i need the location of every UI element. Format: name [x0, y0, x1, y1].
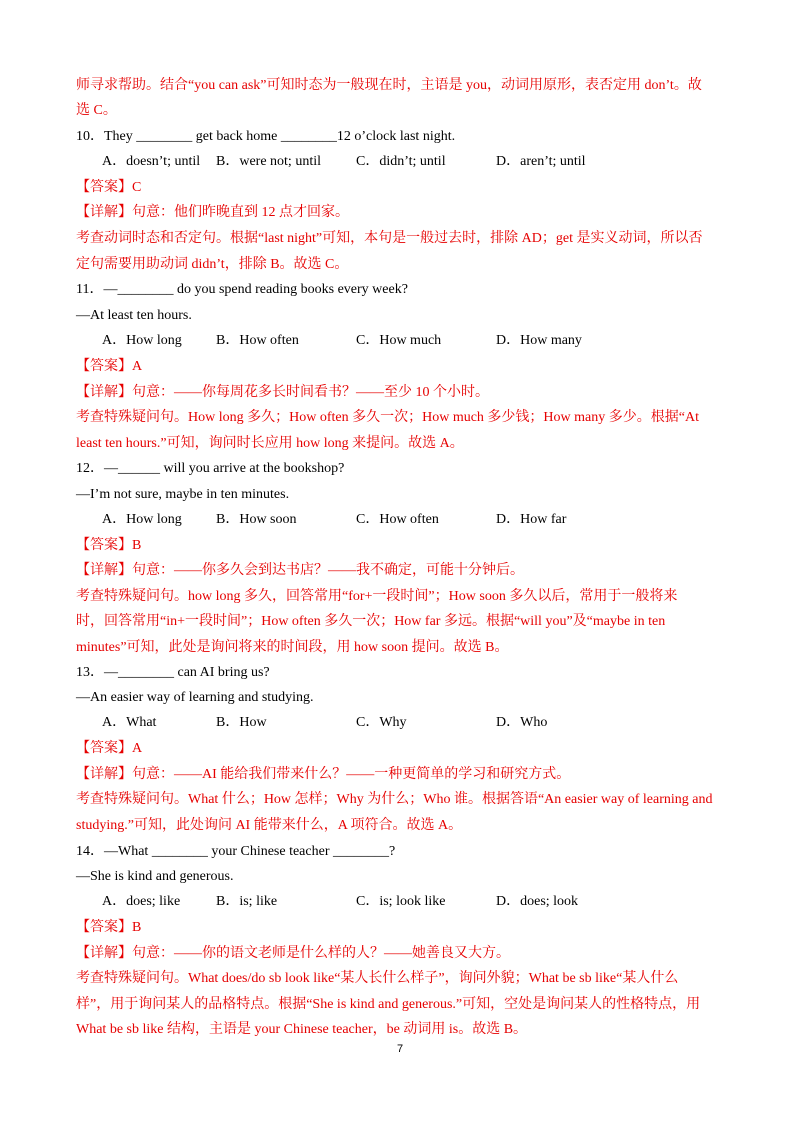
question-stem: 12．—______ will you arrive at the bookshop?: [76, 461, 345, 476]
answer-line: 【答案】A: [76, 741, 143, 756]
explain-line: studying.”可知，此处询问 AI 能带来什么，A 项符合。故选 A。: [76, 818, 463, 833]
option-a: A．does; like: [102, 894, 181, 909]
option-d: D．does; look: [496, 894, 579, 909]
option-c: C．Why: [356, 715, 407, 730]
answer-line: 【答案】A: [76, 359, 143, 374]
option-d: D．aren’t; until: [496, 154, 586, 169]
explain-line: 时，回答常用“in+一段时间”；How often 多久一次；How far 多远。根据“will you”及“maybe in ten: [76, 614, 666, 629]
option-b: B．How: [216, 715, 267, 730]
question-stem: 10．They ________ get back home ________12 o’clock last night.: [76, 129, 456, 144]
explain-line: least ten hours.”可知，询问时长应用 how long 来提问。故选 A。: [76, 436, 464, 451]
option-c: C．How much: [356, 333, 442, 348]
option-c: C．How often: [356, 512, 439, 527]
question-stem: 13．—________ can AI bring us?: [76, 665, 270, 680]
question-reply: —I’m not sure, maybe in ten minutes.: [76, 487, 290, 502]
option-d: D．How many: [496, 333, 582, 348]
option-a: A．doesn’t; until: [102, 154, 201, 169]
option-b: B．How often: [216, 333, 299, 348]
option-b: B．is; like: [216, 894, 278, 909]
option-a: A．How long: [102, 512, 182, 527]
intro-line: 选 C。: [76, 103, 117, 118]
explain-line: 样”，用于询问某人的品格特点。根据“She is kind and generous.”可知，空处是询问某人的性格特点，用: [76, 997, 701, 1012]
explain-line: 考查特殊疑问句。How long 多久；How often 多久一次；How much 多少钱；How many 多少。根据“At: [76, 410, 699, 425]
option-d: D．Who: [496, 715, 548, 730]
option-c: C．didn’t; until: [356, 154, 446, 169]
answer-line: 【答案】C: [76, 180, 142, 195]
question-reply: —An easier way of learning and studying.: [76, 690, 314, 705]
option-d: D．How far: [496, 512, 567, 527]
explain-line: 定句需要用助动词 didn’t，排除 B。故选 C。: [76, 257, 349, 272]
option-b: B．were not; until: [216, 154, 321, 169]
explain-line: 考查特殊疑问句。What does/do sb look like“某人长什么样子”，询问外貌；What be sb like“某人什么: [76, 971, 679, 986]
answer-line: 【答案】B: [76, 538, 142, 553]
answer-line: 【答案】B: [76, 920, 142, 935]
option-a: A．How long: [102, 333, 182, 348]
option-c: C．is; look like: [356, 894, 446, 909]
question-stem: 11．—________ do you spend reading books every week?: [76, 282, 408, 297]
option-a: A．What: [102, 715, 157, 730]
question-reply: —She is kind and generous.: [76, 869, 234, 884]
explain-line: 【详解】句意：——你多久会到达书店？——我不确定，可能十分钟后。: [76, 563, 524, 578]
question-stem: 14．—What ________ your Chinese teacher ________?: [76, 844, 396, 859]
question-reply: —At least ten hours.: [76, 308, 192, 323]
explain-line: minutes”可知，此处是询问将来的时间段，用 how soon 提问。故选 B。: [76, 640, 509, 655]
explain-line: 【详解】句意：——你每周花多长时间看书？——至少 10 个小时。: [76, 385, 489, 400]
explain-line: 【详解】句意：他们昨晚直到 12 点才回家。: [76, 205, 349, 220]
page-number: 7: [396, 1043, 404, 1055]
explain-line: 考查特殊疑问句。how long 多久，回答常用“for+一段时间”；How soon 多久以后，常用于一般将来: [76, 589, 678, 604]
option-b: B．How soon: [216, 512, 297, 527]
explain-line: 考查动词时态和否定句。根据“last night”可知，本句是一般过去时，排除 AD；get 是实义动词，所以否: [76, 231, 703, 246]
explain-line: 【详解】句意：——AI 能给我们带来什么？——一种更简单的学习和研究方式。: [76, 767, 571, 782]
explain-line: 考查特殊疑问句。What 什么；How 怎样；Why 为什么；Who 谁。根据答语“An easier way of learning and: [76, 792, 713, 807]
intro-line: 师寻求帮助。结合“you can ask”可知时态为一般现在时，主语是 you，动词用原形，表否定用 don’t。故: [76, 78, 702, 93]
explain-line: 【详解】句意：——你的语文老师是什么样的人？——她善良又大方。: [76, 946, 510, 961]
explain-line: What be sb like 结构，主语是 your Chinese teacher，be 动词用 is。故选 B。: [76, 1022, 528, 1037]
